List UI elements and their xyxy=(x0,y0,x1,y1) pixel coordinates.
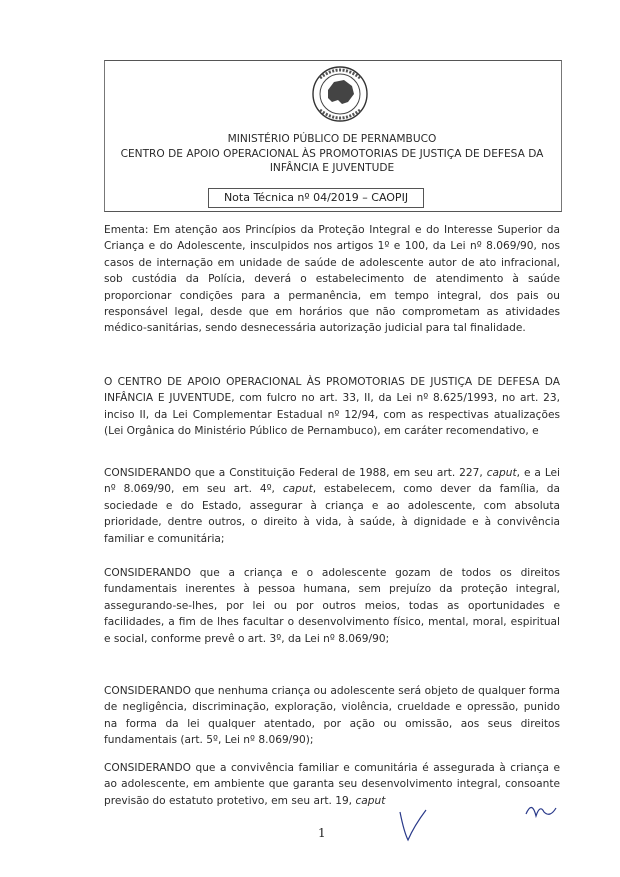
considerando-2: CONSIDERANDO que a criança e o adolescente gozam de todos os direitos fundamentais inerentes à pessoa humana, sem prejuízo da proteção integral, assegurando-se-lhes, por lei ou por outros meios, todas as oportunidades e facilidades, a fim de lhes facultar o desenvolvimento físico, mental, moral, espiritual e social, conforme prevê o art. 3º, da Lei nº 8.069/90; xyxy=(104,567,560,645)
considerando-1-text-b: , e a Lei nº 8.069/90, em seu art. 4º, xyxy=(104,467,561,496)
initials-signature-icon xyxy=(396,806,436,846)
considerando-1 xyxy=(104,465,560,547)
org-center-line2: INFÂNCIA E JUVENTUDE xyxy=(269,162,395,174)
caput-italic: caput xyxy=(486,467,517,479)
rubric-signature-icon xyxy=(524,796,558,824)
ministry-seal-icon xyxy=(298,60,382,124)
org-center-line1: CENTRO DE APOIO OPERACIONAL ÀS PROMOTORIAS DE JUSTIÇA DE DEFESA DA xyxy=(120,148,544,160)
considerando-4 xyxy=(104,760,560,809)
page-number: 1 xyxy=(318,826,326,840)
considerando-3: CONSIDERANDO que nenhuma criança ou adolescente será objeto de qualquer forma de negligência, discriminação, exploração, violência, crueldade e opressão, punido na forma da lei qualquer atentado, por ação ou omissão, aos seus direitos fundamentais (art. 5º, Lei nº 8.069/90); xyxy=(104,685,560,747)
intro-paragraph: O CENTRO DE APOIO OPERACIONAL ÀS PROMOTORIAS DE JUSTIÇA DE DEFESA DA INFÂNCIA E JUVENTUDE, com fulcro no art. 33, II, da Lei nº 8.625/1993, no art. 23, inciso II, da Lei Complementar Estadual nº 12/94, com as respectivas atualizações (Lei Orgânica do Ministério Público de Pernambuco), em caráter recomendativo, e xyxy=(104,376,560,438)
org-name: MINISTÉRIO PÚBLICO DE PERNAMBUCO xyxy=(227,133,437,145)
caput-italic: caput xyxy=(355,794,386,807)
caput-italic: caput xyxy=(282,483,313,496)
considerando-4-text: CONSIDERANDO que a convivência familiar e comunitária é assegurada à criança e ao adolescente, em ambiente que garanta seu desenvolvimento integral, consoante previsão do estatuto protetivo, em seu art. 19, xyxy=(104,762,560,807)
considerando-1-text-a: CONSIDERANDO que a Constituição Federal de 1988, em seu art. 227, xyxy=(104,467,483,479)
considerando-1-text-c: , estabelecem, como dever da família, da sociedade e do Estado, assegurar à criança e ao adolescente, com absoluta prioridade, dentre outros, o direito à vida, à saúde, à dignidade e à convivência familiar e comunitária; xyxy=(104,483,560,545)
nota-tecnica-title: Nota Técnica nº 04/2019 – CAOPIJ xyxy=(208,188,424,208)
ementa-paragraph: Ementa: Em atenção aos Princípios da Proteção Integral e do Interesse Superior da Criança e do Adolescente, insculpidos nos artigos 1º e 100, da Lei nº 8.069/90, nos casos de internação em unidade de saúde de adolescente autor de ato infracional, sob custódia da Polícia, deverá o estabelecimento de atendimento à saúde proporcionar condições para a permanência, em tempo integral, dos pais ou responsável legal, desde que em horários que não comprometam as atividades médico-sanitárias, sendo desnecessária autorização judicial para tal finalidade. xyxy=(104,224,560,335)
